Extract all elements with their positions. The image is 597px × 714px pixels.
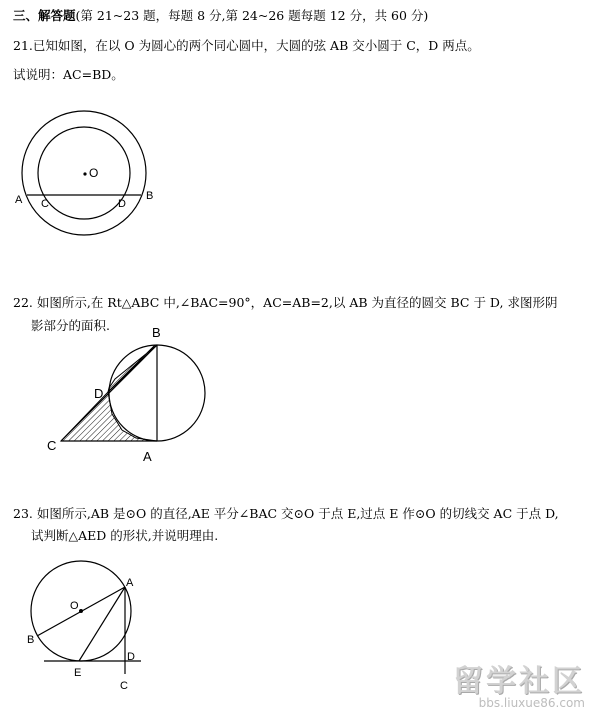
watermark-logo: 留学社区 xyxy=(453,664,585,699)
q21-label-b: B xyxy=(146,190,154,202)
q23-label-b: B xyxy=(27,634,35,646)
q23-text-line1: 23. 如图所示,AB 是⊙O 的直径,AE 平分∠BAC 交⊙O 于点 E,过点 E 作⊙O 的切线交 AC 于点 D, xyxy=(13,506,559,521)
q21-label-o: O xyxy=(89,166,99,180)
q22-label-b: B xyxy=(152,325,161,340)
q21-label-a: A xyxy=(15,194,23,206)
q23-label-o: O xyxy=(70,600,79,612)
q23-label-e: E xyxy=(74,667,82,679)
q22-label-c: C xyxy=(47,438,57,453)
q23-label-d: D xyxy=(127,651,135,663)
q22-label-d: D xyxy=(94,386,104,401)
q21-label-d: D xyxy=(118,198,126,210)
q23-center-dot xyxy=(79,609,83,613)
q22-text-line2: 影部分的面积. xyxy=(31,318,110,333)
q23-label-c: C xyxy=(120,680,128,692)
q21-text-line2: 试说明：AC=BD。 xyxy=(13,67,124,82)
watermark xyxy=(453,656,585,710)
section-heading: 三、解答题 xyxy=(13,8,76,23)
q22-label-a: A xyxy=(143,449,152,464)
q22-text-line1: 22. 如图所示,在 Rt△ABC 中,∠BAC=90°，AC=AB=2,以 AB 为直径的圆交 BC 于 D, 求图形阴 xyxy=(13,295,558,310)
q23-text-line2: 试判断△AED 的形状,并说明理由. xyxy=(31,528,219,543)
watermark-url: bbs.liuxue86.com xyxy=(478,696,585,710)
section-note: (第 21~23 题，每题 8 分,第 24~26 题每题 12 分，共 60 分) xyxy=(75,8,429,23)
q21-text-line1: 21.已知如图，在以 O 为圆心的两个同心圆中，大圆的弦 AB 交小圆于 C，D 两点。 xyxy=(13,38,480,53)
q23-chord-ae xyxy=(79,587,125,661)
q21-label-c: C xyxy=(41,198,49,210)
q23-label-a: A xyxy=(126,577,134,589)
